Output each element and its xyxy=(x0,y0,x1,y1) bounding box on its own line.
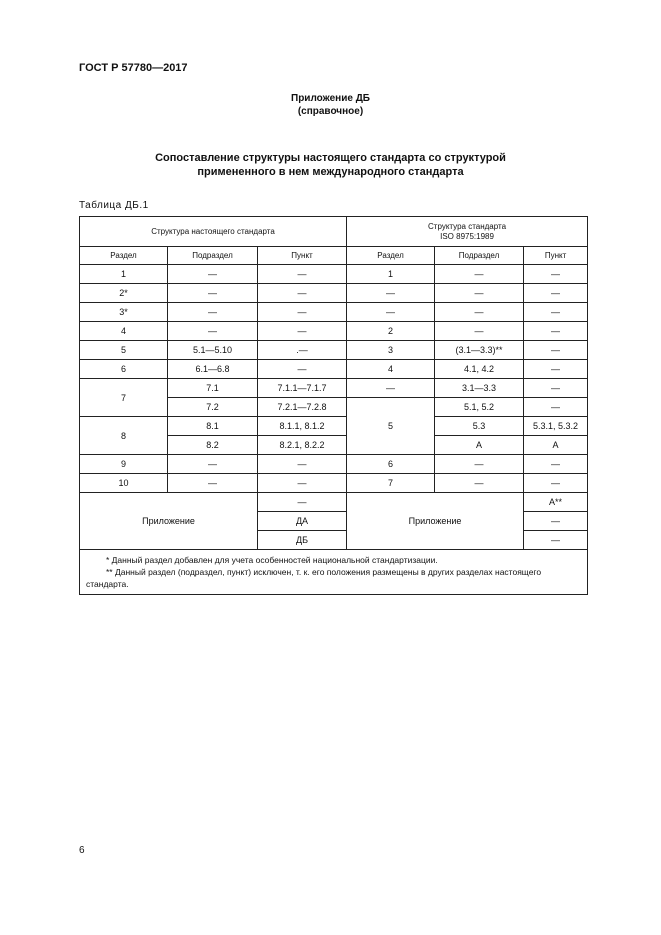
section-title xyxy=(0,151,661,179)
table-cell: — xyxy=(168,474,258,493)
table-notes-row xyxy=(80,550,588,595)
appendix-subtitle: (справочное) xyxy=(297,106,364,117)
table-cell: 10 xyxy=(80,474,168,493)
table-cell: — xyxy=(347,379,435,398)
table-row xyxy=(80,341,588,360)
table-cell: 6.1—6.8 xyxy=(168,360,258,379)
table-group-header-row xyxy=(80,217,588,247)
section-title-line-1: Сопоставление структуры настоящего стандарта со структурой xyxy=(155,152,506,164)
table-cell-iso-section-5: 5 xyxy=(347,398,435,455)
table-cell: 8.2 xyxy=(168,436,258,455)
table-cell-section-8: 8 xyxy=(80,417,168,455)
table-cell: (3.1—3.3)** xyxy=(435,341,524,360)
appendix-label-iso: Приложение xyxy=(347,493,524,550)
table-cell: — xyxy=(258,265,347,284)
page-number: 6 xyxy=(79,845,85,856)
table-cell: 1 xyxy=(347,265,435,284)
table-cell: — xyxy=(435,284,524,303)
table-cell: 5 xyxy=(80,341,168,360)
table-cell: — xyxy=(435,455,524,474)
table-cell: 7.2.1—7.2.8 xyxy=(258,398,347,417)
table-cell: 4 xyxy=(80,322,168,341)
table-cell: 6 xyxy=(347,455,435,474)
table-cell: — xyxy=(524,341,588,360)
table-cell: — xyxy=(347,303,435,322)
table-cell-section-7: 7 xyxy=(80,379,168,417)
table-cell: — xyxy=(435,265,524,284)
table-cell: 8.2.1, 8.2.2 xyxy=(258,436,347,455)
table-cell: 7.1.1—7.1.7 xyxy=(258,379,347,398)
table-row xyxy=(80,360,588,379)
table-row xyxy=(80,455,588,474)
col-header-podrazdel: Подраздел xyxy=(168,247,258,265)
footnote-2: ** Данный раздел (подраздел, пункт) исключен, т. к. его положения размещены в других разделах настоящего стандарта. xyxy=(86,567,542,589)
table-cell: .— xyxy=(258,341,347,360)
col-header-razdel: Раздел xyxy=(80,247,168,265)
table-row-appendix xyxy=(80,493,588,512)
table-cell: — xyxy=(524,398,588,417)
table-cell: — xyxy=(258,322,347,341)
table-cell: — xyxy=(524,531,588,550)
table-cell: — xyxy=(524,455,588,474)
document-code: ГОСТ Р 57780—2017 xyxy=(79,62,188,74)
table-cell: 5.3 xyxy=(435,417,524,436)
group-header-national: Структура настоящего стандарта xyxy=(80,217,347,247)
table-cell: — xyxy=(258,474,347,493)
table-cell: 6 xyxy=(80,360,168,379)
table-cell: 5.1—5.10 xyxy=(168,341,258,360)
table-cell: 4 xyxy=(347,360,435,379)
col-header-iso-punkt: Пункт xyxy=(524,247,588,265)
table-row xyxy=(80,284,588,303)
table-cell: 2* xyxy=(80,284,168,303)
table-row xyxy=(80,417,588,436)
table-row xyxy=(80,303,588,322)
table-cell: — xyxy=(168,322,258,341)
col-header-iso-razdel: Раздел xyxy=(347,247,435,265)
table-cell: — xyxy=(347,284,435,303)
col-header-iso-podrazdel: Подраздел xyxy=(435,247,524,265)
table-cell: — xyxy=(524,474,588,493)
table-row xyxy=(80,265,588,284)
table-cell: — xyxy=(168,284,258,303)
table-row xyxy=(80,474,588,493)
table-cell: — xyxy=(524,265,588,284)
table-caption: Таблица ДБ.1 xyxy=(79,200,149,211)
appendix-title: Приложение ДБ xyxy=(291,93,370,104)
table-cell: ДБ xyxy=(258,531,347,550)
table-cell: — xyxy=(435,474,524,493)
table-cell: 8.1 xyxy=(168,417,258,436)
group-header-iso-line-2: ISO 8975:1989 xyxy=(440,231,494,241)
table-cell: 3* xyxy=(80,303,168,322)
appendix-heading xyxy=(0,92,661,118)
table-cell: — xyxy=(258,360,347,379)
table-cell: — xyxy=(258,303,347,322)
table-cell: 7.2 xyxy=(168,398,258,417)
table-cell: 3.1—3.3 xyxy=(435,379,524,398)
table-cell: 9 xyxy=(80,455,168,474)
table-cell: — xyxy=(524,512,588,531)
table-cell: — xyxy=(435,303,524,322)
table-cell: — xyxy=(258,455,347,474)
table-cell: ДА xyxy=(258,512,347,531)
group-header-iso-line-1: Структура стандарта xyxy=(428,221,507,231)
table-cell: A xyxy=(435,436,524,455)
table-cell: 4.1, 4.2 xyxy=(435,360,524,379)
table-cell: 7.1 xyxy=(168,379,258,398)
table-row xyxy=(80,379,588,398)
table-cell: 3 xyxy=(347,341,435,360)
group-header-iso xyxy=(347,217,588,247)
table-cell: 5.1, 5.2 xyxy=(435,398,524,417)
table-cell: — xyxy=(524,322,588,341)
table-cell: — xyxy=(168,455,258,474)
table-cell: 5.3.1, 5.3.2 xyxy=(524,417,588,436)
table-cell: 1 xyxy=(80,265,168,284)
table-cell: 2 xyxy=(347,322,435,341)
appendix-label-national: Приложение xyxy=(80,493,258,550)
table-cell: 7 xyxy=(347,474,435,493)
table-cell: — xyxy=(524,303,588,322)
table-cell: 8.1.1, 8.1.2 xyxy=(258,417,347,436)
table-cell: — xyxy=(258,284,347,303)
col-header-punkt: Пункт xyxy=(258,247,347,265)
structure-comparison-table xyxy=(79,216,588,595)
table-cell: A xyxy=(524,436,588,455)
table-row xyxy=(80,322,588,341)
footnote-1: * Данный раздел добавлен для учета особенностей национальной стандартизации. xyxy=(106,555,438,565)
table-cell: — xyxy=(258,493,347,512)
table-cell: — xyxy=(524,379,588,398)
table-column-header-row xyxy=(80,247,588,265)
table-cell: A** xyxy=(524,493,588,512)
table-cell: — xyxy=(168,303,258,322)
table-cell: — xyxy=(524,360,588,379)
section-title-line-2: примененного в нем международного стандарта xyxy=(197,166,464,178)
table-cell: — xyxy=(435,322,524,341)
table-notes xyxy=(80,550,588,595)
table-cell: — xyxy=(524,284,588,303)
table-cell: — xyxy=(168,265,258,284)
